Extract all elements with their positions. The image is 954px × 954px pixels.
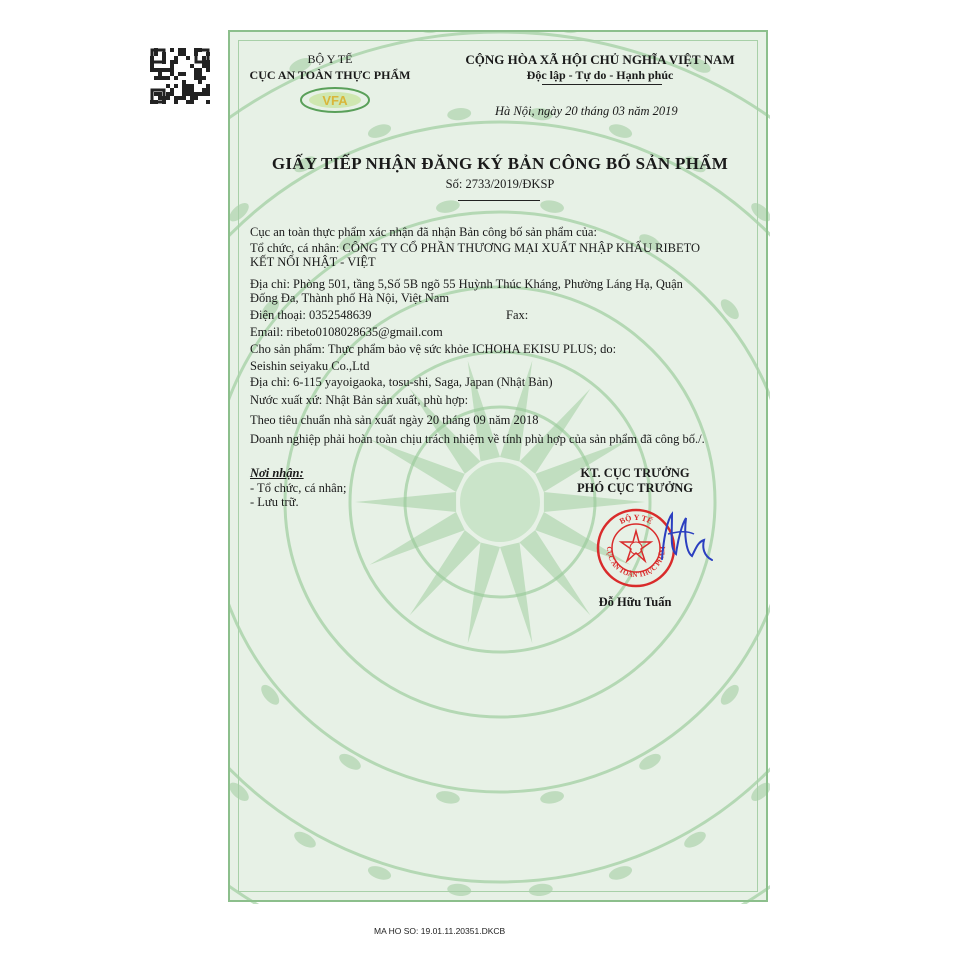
signer-name: Đỗ Hữu Tuấn — [598, 595, 672, 609]
dossier-code: MA HO SO: 19.01.11.20351.DKCB — [374, 926, 506, 936]
department-name: CỤC AN TOÀN THỰC PHẨM — [249, 68, 411, 82]
recipients-heading: Nơi nhận: — [250, 466, 304, 480]
body-line-12: Theo tiêu chuẩn nhà sản xuất ngày 20 tháng 09 năm 2018 — [250, 413, 539, 427]
certificate — [228, 30, 768, 902]
body-line-8: Cho sản phẩm: Thực phẩm bảo vệ sức khỏe ICHOHA EKISU PLUS; do: — [250, 342, 617, 356]
svg-text:VFA: VFA — [322, 93, 348, 108]
recipient-item-1: - Tổ chức, cá nhân; — [250, 481, 347, 495]
fax-label: Fax: — [506, 308, 529, 322]
body-line-6: Điện thoại: 0352548639 — [250, 308, 372, 322]
ministry-name: BỘ Y TẾ — [307, 52, 353, 66]
signer-title-1: KT. CỤC TRƯỞNG — [580, 466, 690, 480]
title-underline — [458, 200, 540, 201]
svg-text:BỘ Y TẾ: BỘ Y TẾ — [617, 512, 655, 526]
body-line-11: Nước xuất xứ: Nhật Bản sản xuất, phù hợp: — [250, 393, 469, 407]
handwritten-signature — [642, 504, 722, 574]
national-motto: Độc lập - Tự do - Hạnh phúc — [526, 68, 674, 82]
svg-text:CỤC AN TOÀN THỰC PHẨM: CỤC AN TOÀN THỰC PHẨM — [604, 546, 668, 580]
qr-code — [150, 48, 210, 104]
body-line-10: Địa chỉ: 6-115 yayoigaoka, tosu-shi, Saga, Japan (Nhật Bản) — [250, 375, 553, 389]
place-date: Hà Nội, ngày 20 tháng 03 năm 2019 — [495, 104, 678, 118]
document-number: Số: 2733/2019/ĐKSP — [445, 177, 555, 191]
body-line-3: KẾT NỐI NHẬT - VIỆT — [250, 255, 376, 269]
signer-title-2: PHÓ CỤC TRƯỞNG — [577, 481, 693, 495]
body-line-9: Seishin seiyaku Co.,Ltd — [250, 359, 370, 373]
body-line-2: Tổ chức, cá nhân: CÔNG TY CỔ PHẦN THƯƠNG MẠI XUẤT NHẬP KHẨU RIBETO — [250, 241, 701, 255]
motto-underline — [542, 84, 662, 85]
document-title: GIẤY TIẾP NHẬN ĐĂNG KÝ BẢN CÔNG BỐ SẢN PHẨM — [271, 154, 729, 173]
body-line-13: Doanh nghiệp phải hoàn toàn chịu trách nhiệm về tính phù hợp của sản phẩm đã công bố./. — [250, 432, 705, 446]
body-line-7: Email: ribeto0108028635@gmail.com — [250, 325, 443, 339]
body-line-5: Đống Đa, Thành phố Hà Nội, Việt Nam — [250, 291, 450, 305]
body-line-4: Địa chỉ: Phòng 501, tầng 5,Số 5B ngõ 55 Huỳnh Thúc Kháng, Phường Láng Hạ, Quận — [250, 277, 683, 291]
country-name: CỘNG HÒA XÃ HỘI CHỦ NGHĨA VIỆT NAM — [465, 52, 735, 67]
vfa-logo — [298, 86, 372, 114]
body-line-1: Cục an toàn thực phẩm xác nhận đã nhận Bản công bố sản phẩm của: — [250, 225, 597, 239]
recipient-item-2: - Lưu trữ. — [250, 495, 299, 509]
